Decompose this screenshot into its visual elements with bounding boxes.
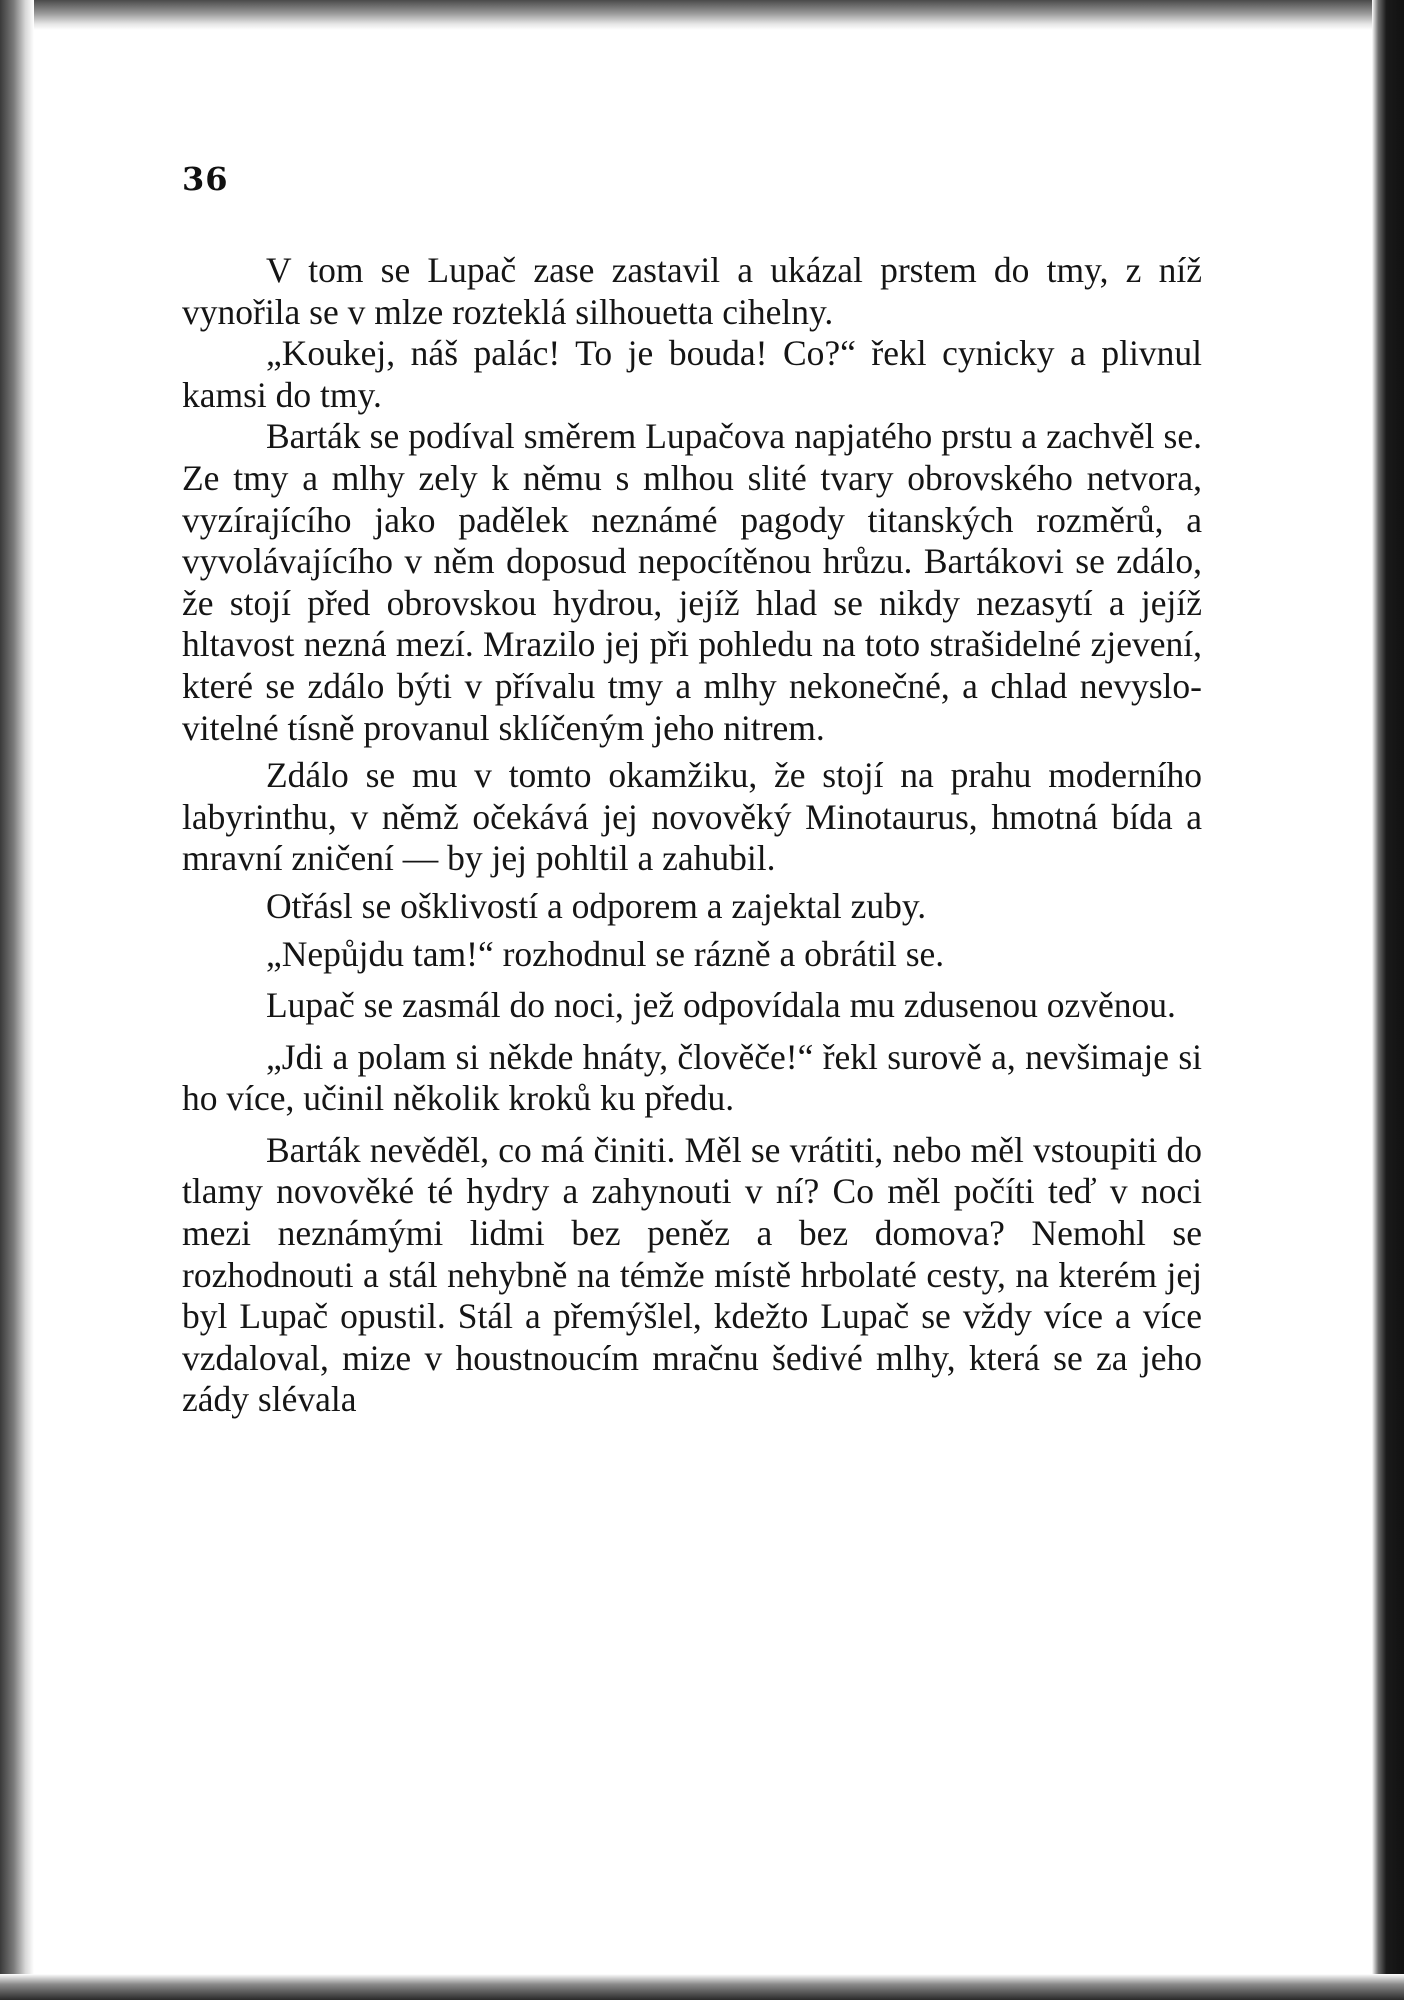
paragraph: Barták nevěděl, co má činiti. Měl se vrátiti, nebo měl vstoupiti do tlamy novověké té hydry a zahynouti v ní? Co měl počíti teď v noci mezi neznámými lidmi bez peněz a bez domova? Nemohl se rozhodnouti a stál nehybně na témže místě hrbolaté cesty, na kterém jej byl Lupač opustil. Stál a přemýšlel, kdežto Lupač se vždy více a více vzdaloval, mize v houstnoucím mračnu šedivé mlhy, která se za jeho zády slévala [182,1129,1202,1420]
body-text [182,250,1202,1421]
paragraph: V tom se Lupač zase zastavil a ukázal prstem do tmy, z níž vynořila se v mlze rozteklá silhouetta cihelny. [182,250,1202,332]
paragraph: Lupač se zasmál do noci, jež odpovídala mu zdusenou ozvěnou. [266,985,1176,1026]
scan-shadow-bottom [0,1974,1404,2000]
page-number: 36 [182,160,229,198]
scan-shadow-right [1372,0,1404,2000]
paragraph: „Koukej, náš palác! To je bouda! Co?“ řekl cynicky a plivnul kamsi do tmy. [182,333,1202,415]
paragraph: Zdálo se mu v tomto okamžiku, že stojí na prahu moderního labyrinthu, v němž očekává jej novověký Minotaurus, hmotná bída a mravní zničení — by jej pohltil a zahubil. [182,755,1202,879]
scan-shadow-left [0,0,34,2000]
paragraph: „Nepůjdu tam!“ rozhodnul se rázně a obrátil se. [266,933,945,974]
paragraph: „Jdi a polam si někde hnáty, člověče!“ řekl surově a, nevšimaje si ho více, učinil několik kroků ku předu. [182,1036,1202,1119]
scan-shadow-top [0,0,1404,30]
paragraph: Otřásl se ošklivostí a odporem a zajektal zuby. [266,885,927,926]
paragraph: Barták se podíval směrem Lupačova napjatého prstu a zachvěl se. Ze tmy a mlhy zely k němu s mlhou slité tvary obrovského netvora, vyzírajícího jako padělek neznámé pagody titanských rozměrů, a vyvolávajícího v něm doposud nepocítěnou hrůzu. Bartákovi se zdálo, že stojí před obrovskou hydrou, jejíž hlad se nikdy nezasytí a jejíž hltavost nezná mezí. Mrazilo jej při pohledu na toto strašidelné zjevení, které se zdálo býti v přívalu tmy a mlhy nekonečné, a chlad nevyslovitelné tísně provanul sklíčeným jeho nitrem. [182,416,1202,748]
